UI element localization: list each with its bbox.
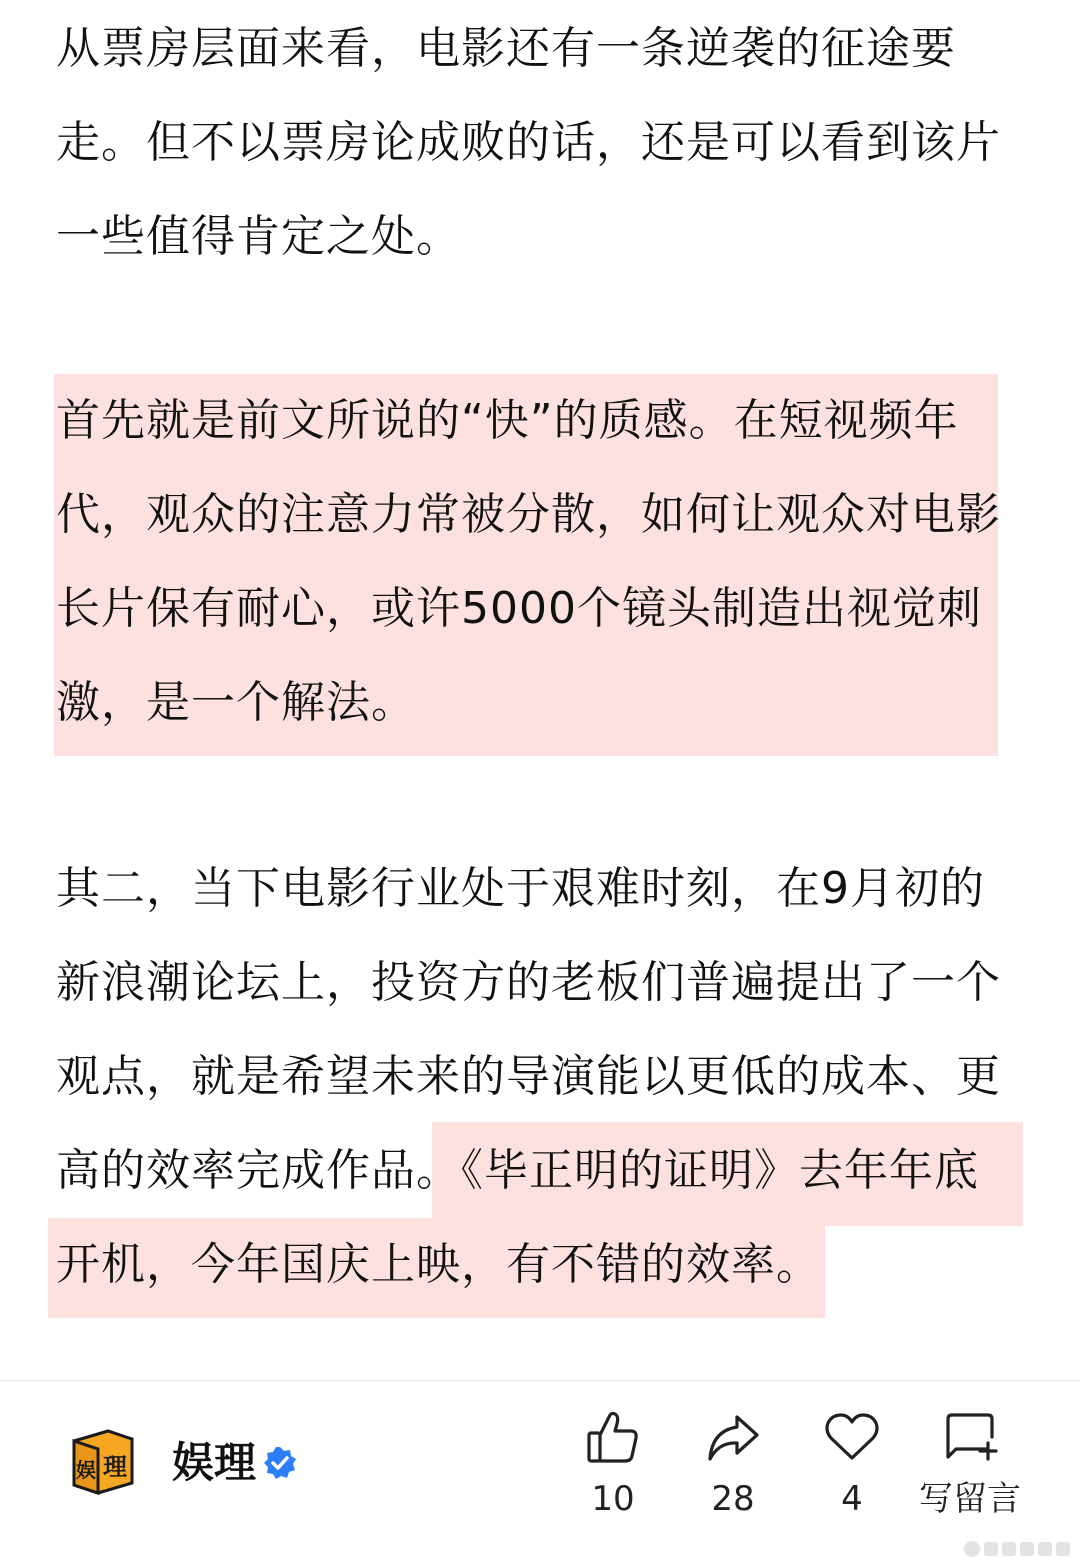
paragraph-3 bbox=[56, 842, 1016, 1312]
avatar-logo bbox=[68, 1427, 138, 1497]
write-comment-button[interactable] bbox=[910, 1407, 1030, 1527]
text-line: 一些值得肯定之处。 bbox=[56, 211, 461, 262]
text-line: 激，是一个解法。 bbox=[56, 677, 416, 728]
avatar-char: 理 bbox=[103, 1453, 127, 1481]
text-line: 其二，当下电影行业处于艰难时刻，在9月初的 bbox=[56, 863, 985, 914]
favorite-count: 4 bbox=[841, 1479, 863, 1519]
text-highlighted: 《毕正明的证明》去年年底 bbox=[461, 1145, 979, 1196]
text-line: 从票房层面来看，电影还有一条逆袭的征途要 bbox=[56, 23, 956, 74]
text-line bbox=[56, 1124, 1016, 1218]
like-button[interactable] bbox=[553, 1407, 673, 1527]
text-line: 长片保有耐心，或许5000个镜头制造出视觉刺 bbox=[56, 583, 982, 634]
share-arrow-icon bbox=[703, 1407, 763, 1467]
text-line: 首先就是前文所说的“快”的质感。在短视频年 bbox=[56, 395, 959, 446]
author-name[interactable]: 娱理 bbox=[172, 1438, 257, 1487]
text-line: 开机，今年国庆上映，有不错的效率。 bbox=[56, 1239, 821, 1290]
write-comment-label: 写留言 bbox=[919, 1479, 1021, 1519]
avatar[interactable] bbox=[68, 1427, 138, 1497]
text-line: 新浪潮论坛上，投资方的老板们普遍提出了一个 bbox=[56, 957, 1001, 1008]
text-line: 观点，就是希望未来的导演能以更低的成本、更 bbox=[56, 1051, 1001, 1102]
like-count: 10 bbox=[591, 1479, 635, 1519]
avatar-char: 娱 bbox=[76, 1458, 96, 1482]
verified-icon bbox=[262, 1445, 298, 1481]
favorite-button[interactable] bbox=[792, 1407, 912, 1527]
paragraph-1 bbox=[56, 2, 1016, 284]
text-line: 代，观众的注意力常被分散，如何让观众对电影 bbox=[56, 489, 1001, 540]
comment-plus-icon bbox=[940, 1407, 1000, 1467]
text-line: 走。但不以票房论成败的话，还是可以看到该片 bbox=[56, 117, 1001, 168]
heart-icon bbox=[822, 1407, 882, 1467]
watermark-logo bbox=[962, 1538, 1072, 1560]
share-count: 28 bbox=[711, 1479, 755, 1519]
paragraph-2-highlighted bbox=[56, 374, 1016, 750]
thumbs-up-icon bbox=[583, 1407, 643, 1467]
text-plain: 高的效率完成作品。 bbox=[56, 1145, 461, 1196]
share-button[interactable] bbox=[673, 1407, 793, 1527]
post-footer bbox=[0, 1381, 1080, 1566]
